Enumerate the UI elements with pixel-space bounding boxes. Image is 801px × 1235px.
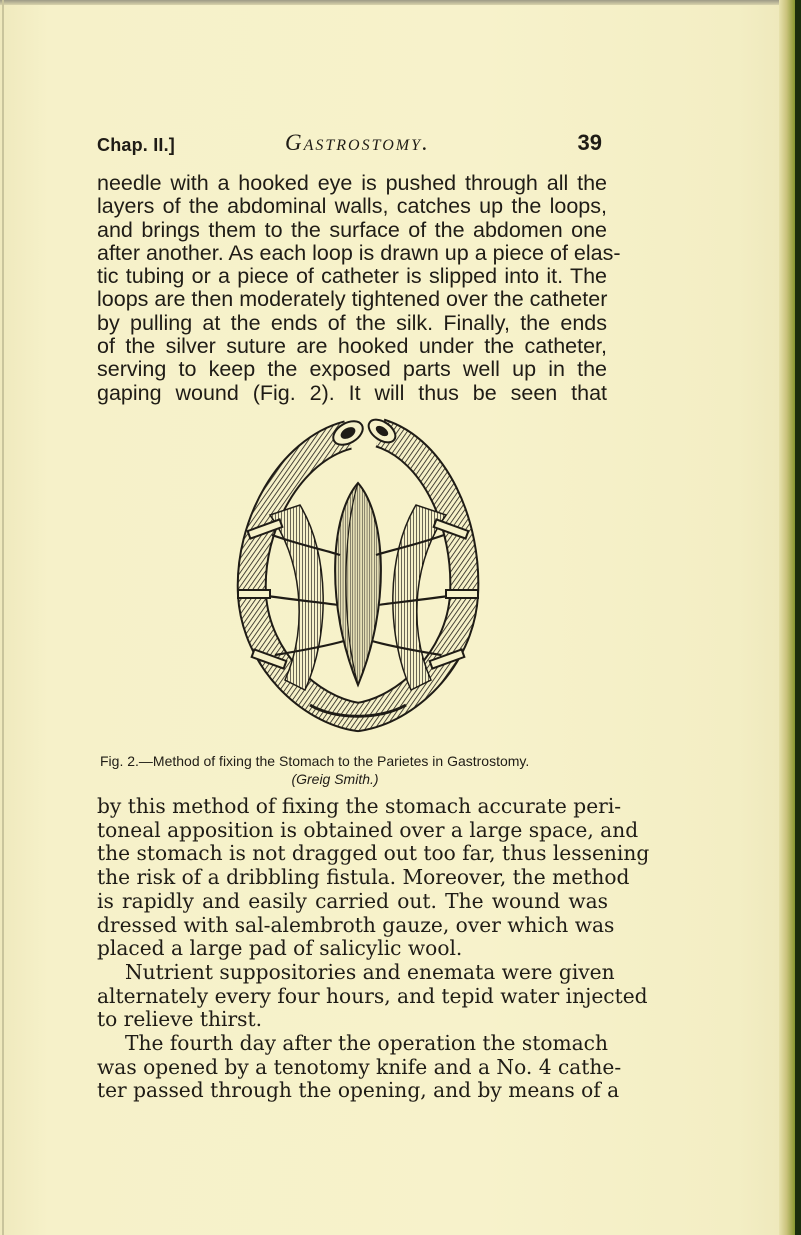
text-line: the risk of a dribbling fistula. Moreover, the method <box>97 865 630 890</box>
text-line: placed a large pad of salicylic wool. <box>97 936 463 961</box>
text-line: is rapidly and easily carried out. The wound was <box>97 888 608 913</box>
text-line: and brings them to the surface of the abdomen one <box>97 217 607 242</box>
text-line: layers of the abdominal walls, catches up the loops, <box>97 194 607 219</box>
book-spine-shadow <box>795 0 801 1235</box>
text-line: to relieve thirst. <box>97 1007 263 1032</box>
text-line: The fourth day after the operation the stomach <box>125 1031 608 1056</box>
page-number: 39 <box>577 130 602 155</box>
chapter-label: Chap. II.] <box>97 135 175 155</box>
paragraph <box>97 959 648 1032</box>
text-line: ter passed through the opening, and by means of a <box>97 1078 620 1103</box>
text-line: of the silver suture are hooked under the catheter, <box>97 334 607 359</box>
text-line: was opened by a tenotomy knife and a No. 4 cathe- <box>97 1054 622 1079</box>
text-line: toneal apposition is obtained over a large space, and <box>97 817 639 842</box>
body-text <box>97 794 650 1103</box>
paragraph <box>97 1031 622 1103</box>
text-line: gaping wound (Fig. 2). It will thus be seen that <box>97 380 607 405</box>
page-top-edge <box>0 0 801 5</box>
text-line: after another. As each loop is drawn up a piece of elas- <box>97 240 621 265</box>
text-line: needle with a hooked eye is pushed through all the <box>97 171 607 195</box>
text-line: the stomach is not dragged out too far, thus lessening <box>97 841 650 866</box>
text-line: tic tubing or a piece of catheter is slipped into it. The <box>97 264 607 289</box>
stomach-fixation-engraving <box>230 405 486 735</box>
figure-illustration <box>230 405 486 735</box>
text-line: loops are then moderately tightened over the catheter <box>97 287 608 312</box>
running-title: Gastrostomy. <box>285 130 430 155</box>
text-line: by pulling at the ends of the silk. Finally, the ends <box>97 310 607 335</box>
page-left-edge <box>2 0 4 1235</box>
figure-caption <box>100 752 610 788</box>
caption-text: Fig. 2.—Method of fixing the Stomach to the Parietes in Gastrostomy. <box>100 753 530 769</box>
text-line: serving to keep the exposed parts well up in the <box>97 357 607 382</box>
text-line: dressed with sal-alembroth gauze, over which was <box>97 912 615 937</box>
paragraph <box>97 794 650 961</box>
top-paragraph <box>97 171 621 405</box>
text-line: alternately every four hours, and tepid water injected <box>97 983 648 1008</box>
running-head <box>97 130 602 160</box>
text-line: Nutrient suppositories and enemata were given <box>125 959 615 984</box>
caption-credit: (Greig Smith.) <box>291 771 379 787</box>
text-line: by this method of fixing the stomach accurate peri- <box>97 794 622 818</box>
